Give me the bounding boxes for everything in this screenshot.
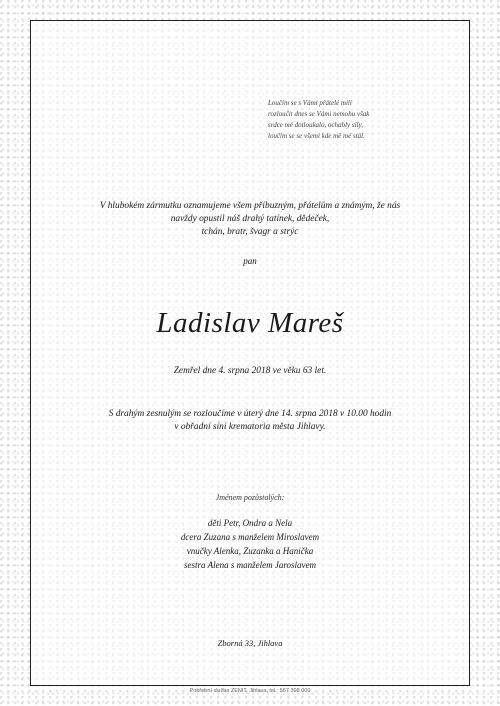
funeral-service-footer: Pohřební služba ZENIT, Jihlava, tel.: 567 308 000	[189, 688, 311, 694]
title-word: pan	[243, 256, 257, 266]
farewell-line: S drahým zesnulým se rozloučíme v úterý dne 14. srpna 2018 v 10.00 hodin	[108, 409, 392, 419]
family-line: dcera Zuzana s manželem Miroslavem	[180, 532, 320, 542]
farewell-line: v obřadní síni krematoria města Jihlavy.	[174, 422, 326, 432]
intro-line: tchán, bratr, švagr a strýc	[201, 227, 299, 237]
quote-line: rozloučit dnes se Vámi nemohu však	[268, 110, 370, 118]
family-line: děti Petr, Ondra a Nela	[207, 518, 293, 528]
intro-line: navždy opustil náš drahý tatínek, dědeček,	[170, 214, 330, 224]
quote-verse	[268, 98, 428, 142]
deceased-name: Ladislav Mareš	[156, 307, 344, 339]
quote-line: srdce mé dotloukalo, ochably síly,	[268, 121, 363, 129]
farewell-ceremony	[55, 408, 445, 434]
family-list	[0, 516, 500, 572]
family-line: sestra Alena s manželem Jaroslavem	[184, 560, 316, 570]
quote-line: loučím se se všemi kde mě mé stál.	[268, 132, 365, 140]
family-address: Zborná 33, Jihlava	[217, 638, 283, 648]
quote-line: Loučím se s Vámi přátelé milí	[268, 99, 352, 107]
announcement-intro	[55, 200, 445, 239]
intro-line: V hlubokém zármutku oznamujeme všem příbuzným, přátelům a známým, že nás	[99, 201, 401, 211]
family-line: vnučky Alenka, Zuzanka a Hanička	[186, 546, 314, 556]
on-behalf-label: Jménem pozůstalých:	[215, 493, 285, 502]
death-notice: Zemřel dne 4. srpna 2018 ve věku 63 let.	[173, 366, 327, 376]
